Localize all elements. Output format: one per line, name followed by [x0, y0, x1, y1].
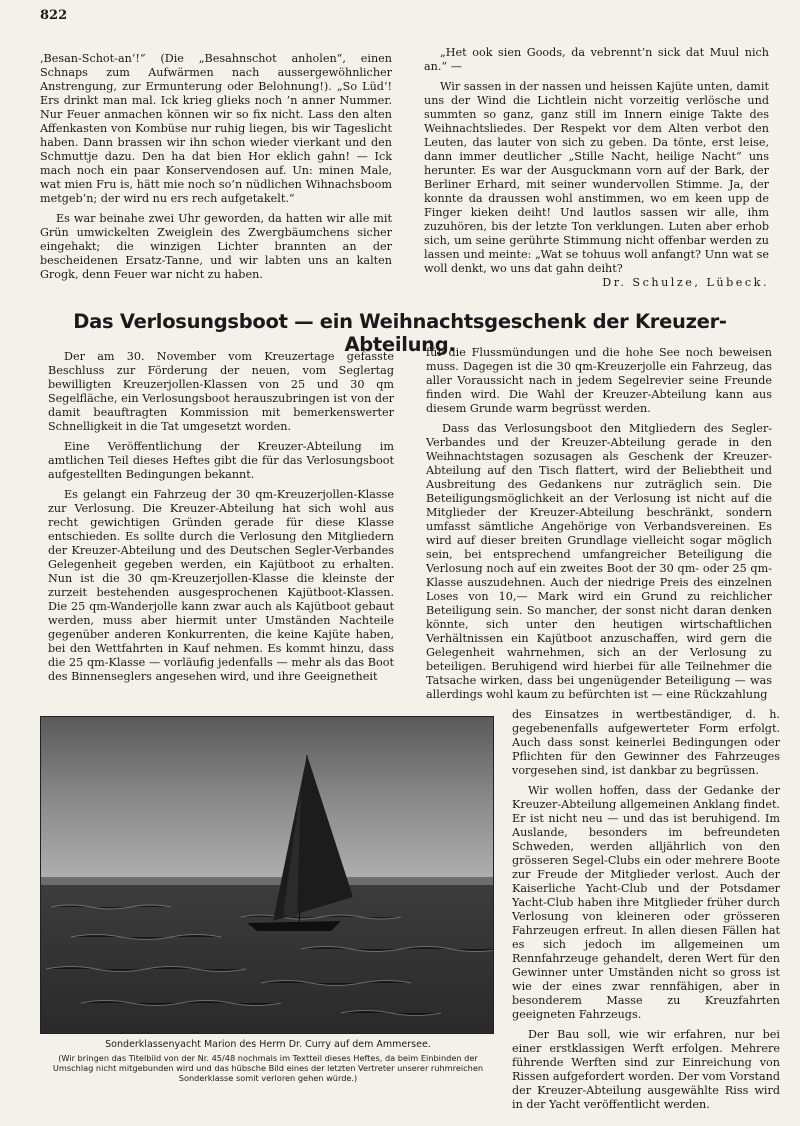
- paragraph: für die Flussmündungen und die hohe See noch beweisen muss. Dagegen ist die 30 qm-Kreuzerjolle ein Fahrzeug, das aller Voraussicht nach in jedem Segelrevier seine Freunde finden wird. Die Wahl der Kreuzer-Abteilung kann aus diesem Grunde warm begrüsst werden.: [426, 346, 772, 415]
- article-left-column: [48, 350, 394, 690]
- article-right-column: [426, 346, 772, 702]
- article-right-column-lower: [512, 708, 780, 1118]
- paragraph: Dass das Verlosungsboot den Mitgliedern des Segler-Verbandes und der Kreuzer-Abteilung gerade in den Weihnachtstagen sozusagen als Geschenk der Kreuzer-Abteilung auf den Tisch flattert, wird der Beliebtheit und Ausbreitung des Gedankens nur zuträglich sein. Die Beteiligungsmöglichkeit an der Verlosung ist nicht auf die Mitglieder der Kreuzer-Abteilung beschränkt, sondern umfasst sämtliche Angehörige von Verbandsvereinen. Es wird auf dieser breiten Grundlage vielleicht sogar möglich sein, bei entsprechend umfangreicher Beteiligung die Verlosung noch auf ein zweites Boot der 30 qm- oder 25 qm-Klasse auszudehnen. Auch der niedrige Preis des einzelnen Loses von 10,— Mark wird ein Grund zu reichlicher Beteiligung sein. So mancher, der sonst nicht daran denken könnte, sich unter den heutigen wirtschaftlichen Verhältnissen ein Kajütboot anzuschaffen, wird gern die Gelegenheit wahrnehmen, sich an der Verlosung zu beteiligen. Beruhigend wird hierbei für alle Teilnehmer die Tatsache wirken, dass bei ungenügender Beteiligung — was allerdings wohl kaum zu befürchten ist — eine Rückzahlung: [426, 422, 772, 701]
- sailboat-photo: [40, 716, 494, 1034]
- page-number: 822: [40, 8, 68, 23]
- top-left-column: [40, 52, 392, 288]
- caption-note: (Wir bringen das Titelbild von der Nr. 45/48 nochmals im Textteil dieses Heftes, da beim Einbinden der Umschlag nicht mitgebunden wird und das hübsche Bild eines der letzten Vertreter unserer ruhmreichen Sonderklasse somit verloren gehen würde.): [52, 1053, 484, 1083]
- paragraph: Wir sassen in der nassen und heissen Kajüte unten, damit uns der Wind die Lichtlein nicht vorzeitig verlösche und summten so ganz, ganz still im Innern einige Takte des Weihnachtsliedes. Der Respekt vor dem Alten verbot den Leuten, das lauter von sich zu geben. Da tönte, erst leise, dann immer deutlicher „Stille Nacht, heilige Nacht“ uns herunter. Es war der Ausguckmann vorn auf der Bark, der Berliner Erhard, mit seiner wundervollen Stimme. Ja, der konnte da draussen wohl anstimmen, wo em keen upp de Finger kieken deiht! Und lautlos sassen wir alle, ihm zuzuhören, bis der letzte Ton verklungen. Luten aber erhob sich, um seine gerührte Stimmung nicht offenbar werden zu lassen und meinte: „Wat se tohuus woll anfangt? Unn wat se woll denkt, wo uns dat gahn deiht?: [424, 80, 769, 275]
- paragraph: „Het ook sien Goods, da vebrennt’n sick dat Muul nich an.“ —: [424, 46, 769, 73]
- paragraph: Der Bau soll, wie wir erfahren, nur bei einer erstklassigen Werft erfolgen. Mehrere führende Werften sind zur Einreichung von Rissen aufgefordert worden. Der vom Vorstand der Kreuzer-Abteilung ausgewählte Riss wird in der Yacht veröffentlicht werden.: [512, 1028, 780, 1111]
- photo-caption: [48, 1040, 488, 1083]
- top-right-column: [424, 46, 769, 290]
- paragraph: ‚Besan-Schot-an‘!“ (Die „Besahnschot anholen“, einen Schnaps zum Aufwärmen nach aussergewöhnlicher Anstrengung, zur Ermunterung oder Belohnung!). „So Lüd‘! Ers drinkt man mal. Ick krieg glieks noch ’n anner Nummer. Nur Feuer anmachen können wir so fix nicht. Lass den alten Affenkasten von Kombüse nur ruhig liegen, bis wir Tageslicht haben. Dann brassen wir ihn schon wieder vierkant und den Schmuttje dazu. Den ha dat bien Hor eklich gahn! — Ick mach noch ein paar Konservendosen auf. Un: minen Male, wat mien Fru is, hätt mie noch so’n nüdlichen Wihnachsboom metgeb’n; der wird nu ers rech aufgetakelt.“: [40, 52, 392, 205]
- article-headline: Das Verlosungsboot — ein Weihnachtsgeschenk der Kreuzer-Abteilung.: [73, 310, 727, 356]
- sailboat-photo-image: [41, 717, 493, 1033]
- author-signature: Dr. Schulze, Lübeck.: [602, 276, 769, 289]
- paragraph: Es gelangt ein Fahrzeug der 30 qm-Kreuzerjollen-Klasse zur Verlosung. Die Kreuzer-Abteilung hat sich wohl aus recht gewichtigen Gründen gerade für diese Klasse entschieden. Es sollte durch die Verlosung den Mitgliedern der Kreuzer-Abteilung und des Deutschen Segler-Verbandes Gelegenheit gegeben werden, ein Kajütboot zu erhalten. Nun ist die 30 qm-Kreuzerjollen-Klasse die kleinste der zurzeit bestehenden ausgesprochenen Kajütboot-Klassen. Die 25 qm-Wanderjolle kann zwar auch als Kajütboot gebaut werden, muss aber hiermit unter Umständen Nachteile gegenüber anderen Konkurrenten, die keine Kajüte haben, bei den Wettfahrten in Kauf nehmen. Es kommt hinzu, dass die 25 qm-Klasse — vorläufig jedenfalls — mehr als das Boot des Binnenseglers angesehen wird, und ihre Geeignetheit: [48, 488, 394, 683]
- paragraph: Eine Veröffentlichung der Kreuzer-Abteilung im amtlichen Teil dieses Heftes gibt die für das Verlosungsboot aufgestellten Bedingungen bekannt.: [48, 440, 394, 481]
- caption-title: Sonderklassenyacht Marion des Herrn Dr. Curry auf dem Ammersee.: [105, 1039, 431, 1050]
- paragraph: Wir wollen hoffen, dass der Gedanke der Kreuzer-Abteilung allgemeinen Anklang findet. Er ist nicht neu — und das ist beruhigend. Im Auslande, besonders im befreundeten Schweden, werden alljährlich von den grösseren Segel-Clubs ein oder mehrere Boote zur Freude der Mitglieder verlost. Auch der Kaiserliche Yacht-Club und der Potsdamer Yacht-Club haben ihre Mitglieder früher durch Verlosung von kleineren oder grösseren Fahrzeugen erfreut. In allen diesen Fällen hat es sich jedoch im allgemeinen um Rennfahrzeuge gehandelt, deren Wert für den Gewinner unter Umständen nicht so gross ist wie der eines zwar rennfähigen, aber in besonderem Masse zu Kreuzfahrten geeigneten Fahrzeugs.: [512, 784, 780, 1021]
- paragraph: des Einsatzes in wertbeständiger, d. h. gegebenenfalls aufgewerteter Form erfolgt. Auch dass sonst keinerlei Bedingungen oder Pflichten für den Gewinner des Fahrzeuges vorgesehen sind, ist dankbar zu begrüssen.: [512, 708, 780, 777]
- paragraph: Es war beinahe zwei Uhr geworden, da hatten wir alle mit Grün umwickelten Zweiglein des Zwergbäumchens sicher eingehakt; die winzigen Lichter brannten an der bescheidenen Ersatz-Tanne, und wir labten uns an kalten Grogk, denn Feuer war nicht zu haben.: [40, 212, 392, 281]
- paragraph: Der am 30. November vom Kreuzertage gefasste Beschluss zur Förderung der neuen, vom Seglertag bewilligten Kreuzerjollen-Klassen von 25 und 30 qm Segelfläche, ein Verlosungsboot herauszubringen ist von der damit beauftragten Kommission mit bemerkenswerter Schnelligkeit in die Tat umgesetzt worden.: [48, 350, 394, 433]
